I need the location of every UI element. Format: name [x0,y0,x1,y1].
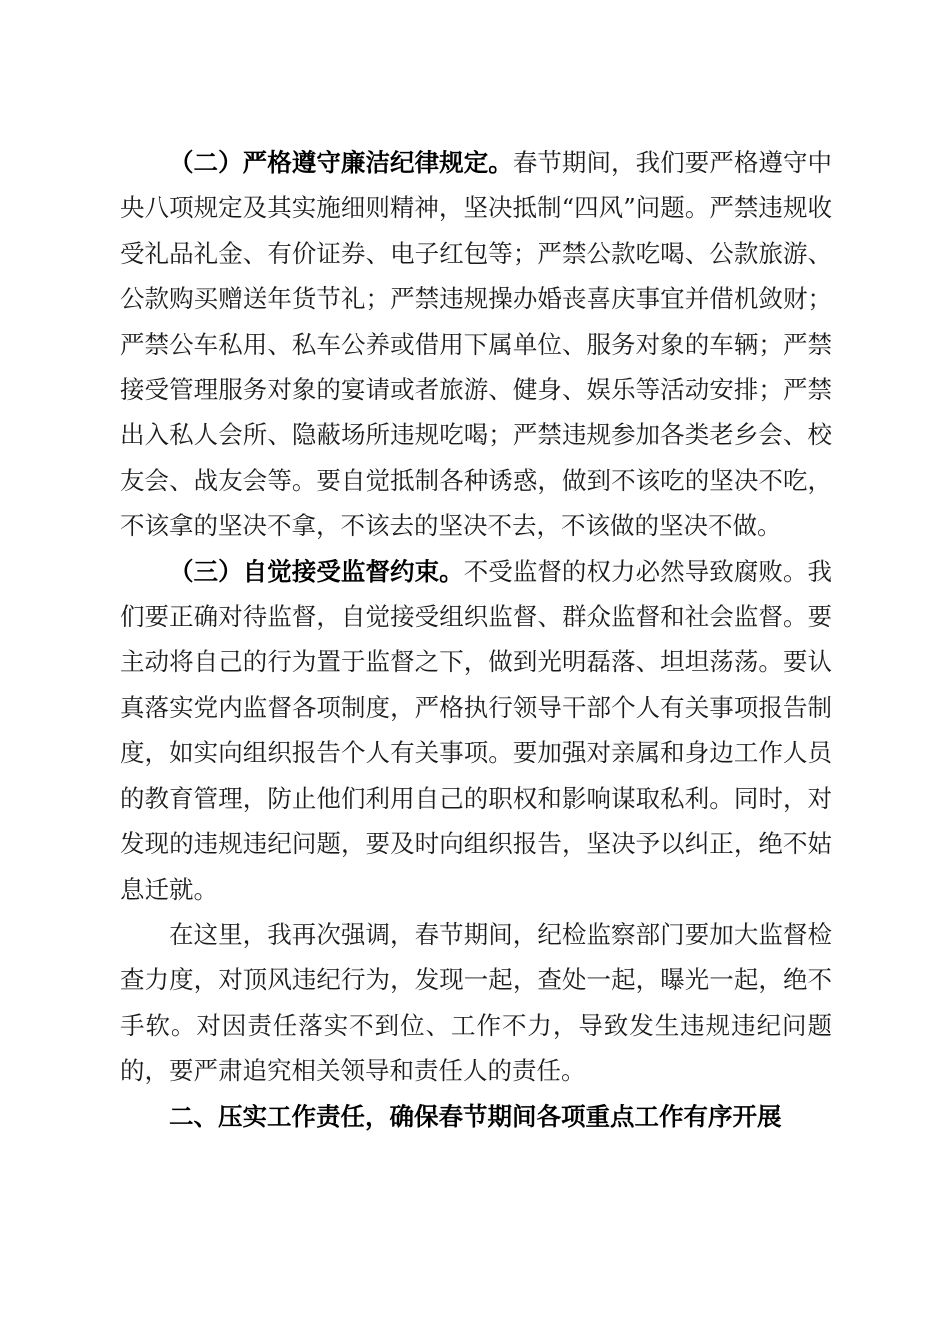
paragraph-discipline-rules [120,140,832,549]
section-heading: 二、压实工作责任，确保春节期间各项重点工作有序开展 [169,1101,782,1131]
paragraph-text: 春节期间，我们要严格遵守中央八项规定及其实施细则精神，坚决抵制“四风”问题。严禁违规收受礼品礼金、有价证券、电子红包等；严禁公款吃喝、公款旅游、公款购买赠送年货节礼；严禁违规操办婚丧喜庆事宜并借机敛财；严禁公车私用、私车公养或借用下属单位、服务对象的车辆；严禁接受管理服务对象的宴请或者旅游、健身、娱乐等活动安排；严禁出入私人会所、隐蔽场所违规吃喝；严禁违规参加各类老乡会、校友会、战友会等。要自觉抵制各种诱惑，做到不该吃的坚决不吃，不该拿的坚决不拿，不该去的坚决不去，不该做的坚决不做。 [120,148,833,541]
document-body [120,140,832,1139]
paragraph-lead-heading: （二）严格遵守廉洁纪律规定。 [169,148,513,177]
paragraph-text: 不受监督的权力必然导致腐败。我们要正确对待监督，自觉接受组织监督、群众监督和社会监督。要主动将自己的行为置于监督之下，做到光明磊落、坦坦荡荡。要认真落实党内监督各项制度，严格执行领导干部个人有关事项报告制度，如实向组织报告个人有关事项。要加强对亲属和身边工作人员的教育管理，防止他们利用自己的职权和影响谋取私利。同时，对发现的违规违纪问题，要及时向组织报告，坚决予以纠正，绝不姑息迁就。 [120,556,833,904]
paragraph-accept-supervision [120,549,832,912]
paragraph-emphasis [120,912,832,1094]
paragraph-lead-heading: （三）自觉接受监督约束。 [169,556,464,586]
paragraph-text: 在这里，我再次强调，春节期间，纪检监察部门要加大监督检查力度，对顶风违纪行为，发现一起，查处一起，曝光一起，绝不手软。对因责任落实不到位、工作不力，导致发生违规违纪问题的，要严肃追究相关领导和责任人的责任。 [120,919,832,1086]
